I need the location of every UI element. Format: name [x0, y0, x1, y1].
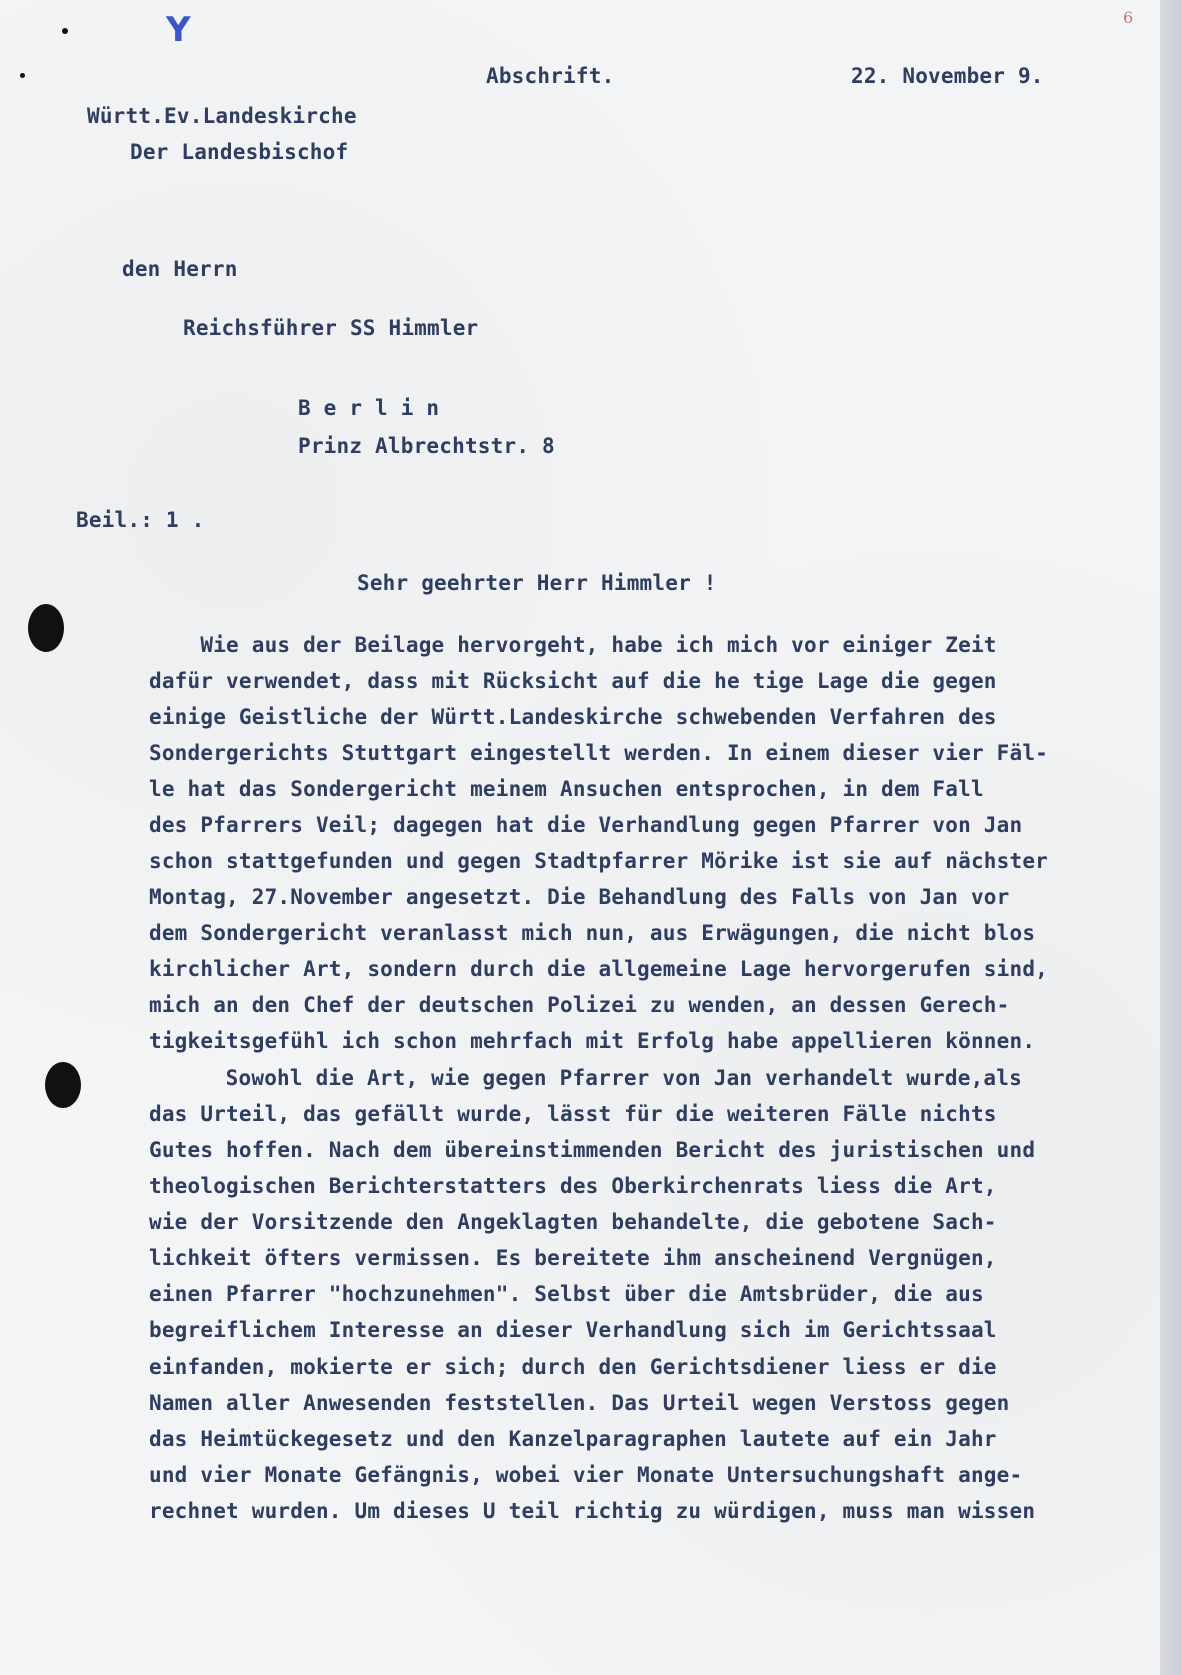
- check-mark-icon: Y: [166, 10, 191, 50]
- document-date: 22. November 9.: [851, 64, 1044, 88]
- body-line: das Urteil, das gefällt wurde, lässt für die weiteren Fälle nichts: [149, 1102, 997, 1126]
- punch-dot: [20, 73, 25, 78]
- recipient-name: Reichsführer SS Himmler: [183, 316, 479, 340]
- body-line: Montag, 27.November angesetzt. Die Behandlung des Falls von Jan vor: [149, 885, 1010, 909]
- body-line: Wie aus der Beilage hervorgeht, habe ich mich vor einiger Zeit: [149, 633, 997, 657]
- page-edge: [1160, 0, 1181, 1675]
- letter-salutation: Sehr geehrter Herr Himmler !: [357, 571, 717, 595]
- body-line: schon stattgefunden und gegen Stadtpfarrer Mörike ist sie auf nächster: [149, 849, 1049, 873]
- body-line: theologischen Berichterstatters des Oberkirchenrats liess die Art,: [149, 1174, 997, 1198]
- body-line: le hat das Sondergericht meinem Ansuchen entsprochen, in dem Fall: [149, 777, 984, 801]
- recipient-city: B e r l i n: [298, 396, 440, 420]
- body-line: lichkeit öfters vermissen. Es bereitete ihm anscheinend Vergnügen,: [149, 1246, 997, 1270]
- body-line: kirchlicher Art, sondern durch die allgemeine Lage hervorgerufen sind,: [149, 957, 1049, 981]
- punch-hole: [28, 604, 64, 652]
- body-line: tigkeitsgefühl ich schon mehrfach mit Erfolg habe appellieren können.: [149, 1029, 1036, 1053]
- page-number-mark: 6: [1123, 8, 1134, 27]
- body-line: einfanden, mokierte er sich; durch den Gerichtsdiener liess er die: [149, 1355, 997, 1379]
- body-line: Namen aller Anwesenden feststellen. Das Urteil wegen Verstoss gegen: [149, 1391, 1010, 1415]
- body-line: einen Pfarrer "hochzunehmen". Selbst über die Amtsbrüder, die aus: [149, 1282, 984, 1306]
- body-line: rechnet wurden. Um dieses U teil richtig zu würdigen, muss man wissen: [149, 1499, 1036, 1523]
- body-line: und vier Monate Gefängnis, wobei vier Monate Untersuchungshaft ange-: [149, 1463, 1023, 1487]
- punch-hole: [45, 1062, 81, 1108]
- body-line: Sondergerichts Stuttgart eingestellt werden. In einem dieser vier Fäl-: [149, 741, 1049, 765]
- body-line: wie der Vorsitzende den Angeklagten behandelte, die gebotene Sach-: [149, 1210, 997, 1234]
- enclosure-note: Beil.: 1 .: [76, 508, 205, 532]
- recipient-street: Prinz Albrechtstr. 8: [298, 434, 555, 458]
- document-type: Abschrift.: [486, 64, 615, 88]
- body-line: des Pfarrers Veil; dagegen hat die Verhandlung gegen Pfarrer von Jan: [149, 813, 1023, 837]
- body-line: begreiflichem Interesse an dieser Verhandlung sich im Gerichtssaal: [149, 1318, 997, 1342]
- body-line: Sowohl die Art, wie gegen Pfarrer von Jan verhandelt wurde,als: [200, 1066, 1022, 1090]
- body-line: einige Geistliche der Württ.Landeskirche schwebenden Verfahren des: [149, 705, 997, 729]
- recipient-salutation-line: den Herrn: [122, 257, 238, 281]
- punch-dot: [62, 28, 68, 34]
- body-line: das Heimtückegesetz und den Kanzelparagraphen lautete auf ein Jahr: [149, 1427, 997, 1451]
- body-line: dafür verwendet, dass mit Rücksicht auf die he tige Lage die gegen: [149, 669, 997, 693]
- body-line: Gutes hoffen. Nach dem übereinstimmenden Bericht des juristischen und: [149, 1138, 1036, 1162]
- sender-title: Der Landesbischof: [130, 140, 349, 164]
- body-line: mich an den Chef der deutschen Polizei zu wenden, an dessen Gerech-: [149, 993, 1010, 1017]
- body-line: dem Sondergericht veranlasst mich nun, aus Erwägungen, die nicht blos: [149, 921, 1036, 945]
- sender-organization: Württ.Ev.Landeskirche: [87, 104, 357, 128]
